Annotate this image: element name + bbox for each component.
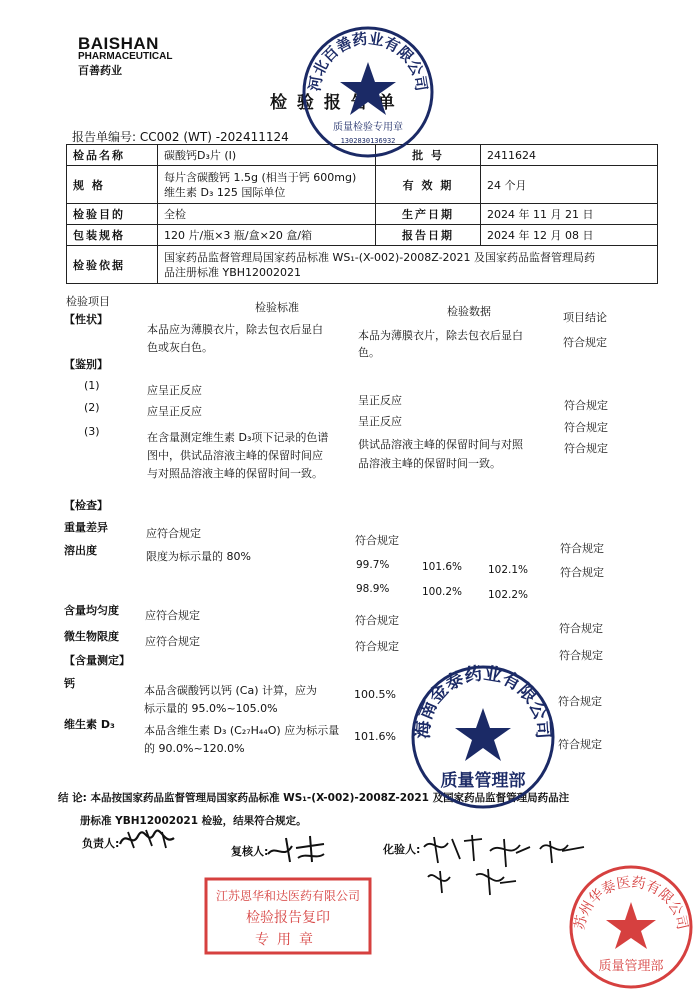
id-3-conclusion: 符合规定 [564, 442, 608, 455]
col-standard: 检验标准 [255, 301, 299, 314]
seal-br-dept: 质量管理部 [598, 959, 664, 974]
id-2-data: 呈正反应 [358, 415, 402, 428]
seal-mid-dept: 质量管理部 [440, 771, 526, 791]
uniformity-conclusion: 符合规定 [559, 622, 603, 635]
seal-br-company: 苏州华泰医药有限公司 [571, 874, 691, 932]
char-std-2: 色或灰白色。 [147, 341, 213, 354]
microbial-data: 符合规定 [355, 640, 399, 653]
char-data-2: 色。 [358, 346, 380, 359]
logo-chinese: 百善药业 [78, 64, 122, 77]
seal-top-code: 1302830136932 [340, 137, 396, 145]
calcium-std-2: 标示量的 95.0%~105.0% [144, 702, 278, 715]
report-date: 2024 年 12 月 08 日 [481, 225, 658, 246]
conclusion-line-1: 结 论: 本品按国家药品监督管理局国家药品标准 WS₁-(X-002)-2008Z-2021 及国家药品监督管理局药品注 [58, 792, 570, 804]
logo-english-sub: PHARMACEUTICAL [78, 51, 173, 62]
report-date-label: 报告日期 [376, 225, 481, 246]
calcium-label: 钙 [64, 677, 75, 690]
weight-label: 重量差异 [64, 521, 108, 534]
company-seal-top [298, 22, 438, 162]
tester-label: 化验人: [383, 843, 421, 856]
product-name: 碳酸钙D₃片 (Ⅰ) [158, 145, 376, 166]
spec-line-1: 每片含碳酸钙 1.5g (相当于钙 600mg) [164, 170, 357, 184]
col-data: 检验数据 [447, 305, 491, 318]
char-std-1: 本品应为薄膜衣片，除去包衣后显白 [147, 323, 323, 336]
vitamin-d3-label: 维生素 D₃ [64, 718, 115, 731]
id-3-std-3: 与对照品溶液主峰的保留时间一致。 [147, 467, 323, 480]
vitamin-d3-std-2: 的 90.0%~120.0% [144, 742, 245, 755]
reviewer-signature [266, 834, 328, 864]
char-heading: 【性状】 [64, 313, 108, 326]
uniformity-label: 含量均匀度 [64, 604, 119, 617]
spec-line-2: 维生素 D₃ 125 国际单位 [164, 185, 286, 199]
company-seal-middle [408, 662, 558, 812]
dissolution-value-5: 100.2% [422, 586, 463, 598]
company-seal-bottom-right [566, 862, 696, 992]
product-name-label: 检品名称 [67, 145, 158, 166]
copy-stamp-line-1: 江苏恩华和达医药有限公司 [215, 889, 361, 903]
char-conclusion: 符合规定 [563, 336, 607, 349]
id-1-data: 呈正反应 [358, 394, 402, 407]
basis-line-1: 国家药品监督管理局国家药品标准 WS₁-(X-002)-2008Z-2021 及国家药品监督管理局药 [164, 250, 596, 264]
seal-mid-company: 海南金泰药业有限公司 [412, 663, 554, 740]
vitamin-d3-data: 101.6% [354, 730, 396, 743]
production-date-label: 生产日期 [376, 204, 481, 225]
vitamin-d3-std-1: 本品含维生素 D₃ (C₂₇H₄₄O) 应为标示量 [144, 724, 340, 737]
basis-line-2: 品注册标准 YBH12002021 [164, 265, 302, 279]
calcium-std-1: 本品含碳酸钙以钙 (Ca) 计算，应为 [144, 684, 317, 697]
conclusion-line-2: 册标准 YBH12002021 检验，结果符合规定。 [80, 815, 307, 827]
id-3-number: (3) [84, 425, 100, 438]
info-table [66, 144, 658, 284]
page-title: 检 验 报 告 单 [270, 93, 397, 113]
purpose: 全检 [158, 204, 376, 225]
assay-heading: 【含量测定】 [64, 654, 130, 667]
seal-top-dept: 质量检验专用章 [333, 122, 403, 133]
dissolution-value-4: 98.9% [356, 583, 390, 595]
uniformity-data: 符合规定 [355, 614, 399, 627]
col-item: 检验项目 [66, 295, 110, 308]
id-2-number: (2) [84, 401, 100, 414]
report-number: 报告单编号: CC002 (WT) -202411124 [72, 130, 289, 144]
package: 120 片/瓶×3 瓶/盒×20 盒/箱 [158, 225, 376, 246]
batch-label: 批 号 [376, 145, 481, 166]
dissolution-value-2: 101.6% [422, 561, 463, 573]
validity: 24 个月 [481, 166, 658, 204]
weight-conclusion: 符合规定 [560, 542, 604, 555]
microbial-std: 应符合规定 [145, 635, 200, 648]
id-1-std: 应呈正反应 [147, 384, 202, 397]
seal-top-company: 河北百善药业有限公司 [305, 29, 431, 93]
spec-label: 规 格 [67, 166, 158, 204]
col-conclusion: 项目结论 [563, 311, 607, 324]
id-1-number: (1) [84, 379, 100, 392]
purpose-label: 检验目的 [67, 204, 158, 225]
production-date: 2024 年 11 月 21 日 [481, 204, 658, 225]
vitamin-d3-conclusion: 符合规定 [558, 738, 602, 751]
microbial-conclusion: 符合规定 [559, 649, 603, 662]
check-heading: 【检查】 [64, 499, 108, 512]
dissolution-value-6: 102.2% [488, 589, 529, 601]
weight-data: 符合规定 [355, 534, 399, 547]
dissolution-value-1: 99.7% [356, 559, 390, 571]
reviewer-label: 复核人: [231, 845, 269, 858]
id-3-std-1: 在含量测定维生素 D₃项下记录的色谱 [147, 431, 329, 444]
id-2-conclusion: 符合规定 [564, 421, 608, 434]
copy-stamp-line-2: 检验报告复印 [246, 910, 330, 926]
basis-label: 检验依据 [67, 246, 158, 284]
id-heading: 【鉴别】 [64, 358, 108, 371]
copy-stamp [203, 876, 373, 956]
tester-signatures [420, 833, 590, 901]
calcium-data: 100.5% [354, 688, 396, 701]
responsible-signature [118, 826, 178, 852]
dissolution-label: 溶出度 [64, 544, 97, 557]
dissolution-conclusion: 符合规定 [560, 566, 604, 579]
weight-std: 应符合规定 [146, 527, 201, 540]
logo-english: BAISHAN [78, 34, 159, 53]
validity-label: 有 效 期 [376, 166, 481, 204]
id-3-data-1: 供试品溶液主峰的保留时间与对照 [358, 438, 523, 451]
uniformity-std: 应符合规定 [145, 609, 200, 622]
dissolution-std: 限度为标示量的 80% [146, 550, 251, 563]
id-3-data-2: 品溶液主峰的保留时间一致。 [358, 457, 501, 470]
id-3-std-2: 图中，供试品溶液主峰的保留时间应 [147, 449, 323, 462]
package-label: 包装规格 [67, 225, 158, 246]
microbial-label: 微生物限度 [64, 630, 119, 643]
dissolution-value-3: 102.1% [488, 564, 529, 576]
id-1-conclusion: 符合规定 [564, 399, 608, 412]
id-2-std: 应呈正反应 [147, 405, 202, 418]
batch-number: 2411624 [481, 145, 658, 166]
copy-stamp-line-3: 专用章 [255, 932, 321, 948]
char-data-1: 本品为薄膜衣片，除去包衣后显白 [358, 329, 523, 342]
calcium-conclusion: 符合规定 [558, 695, 602, 708]
responsible-label: 负责人: [82, 837, 120, 850]
